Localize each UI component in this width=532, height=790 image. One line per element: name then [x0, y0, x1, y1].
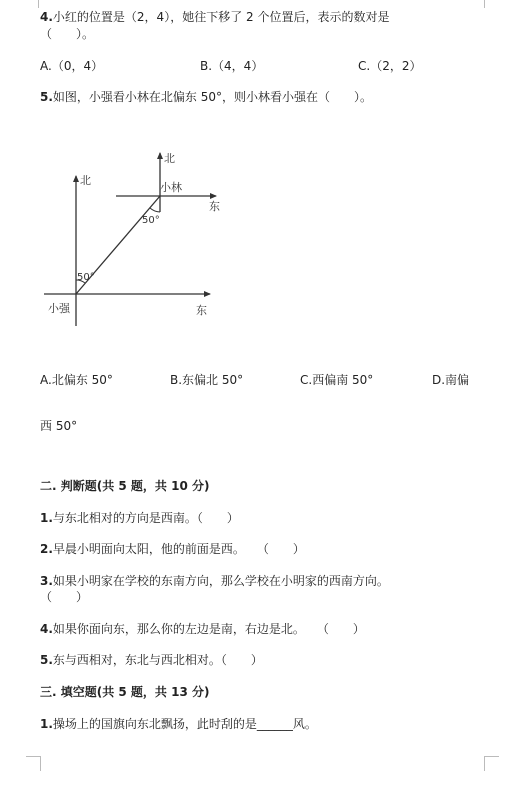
question-number: 5. [40, 90, 53, 104]
answer-blank: （ ）。 [40, 27, 95, 41]
east-label-1: 东 [196, 304, 207, 317]
item-text: 与东北相对的方向是西南。（ ） [52, 511, 239, 525]
item-text: 如果你面向东，那么你的左边是南，右边是北。 （ ） [52, 622, 365, 636]
item-text: 早晨小明面向太阳，他的前面是西。 （ ） [52, 542, 305, 556]
section-title: 二. 判断题(共 5 题，共 10 分) [40, 479, 210, 493]
judgement-item-3-blank: （ ） [40, 590, 89, 604]
item-number: 4. [40, 622, 53, 636]
fill-item-1 [40, 716, 317, 732]
question-text: 小红的位置是（2，4），她往下移了 2 个位置后，表示的数对是 [52, 10, 390, 24]
angle-arc-xiaolin [150, 208, 160, 212]
section-title: 三. 填空题(共 5 题，共 13 分) [40, 685, 210, 699]
judgement-item-4 [40, 621, 365, 637]
xiaolin-label: 小林 [160, 181, 182, 194]
question-number: 4. [40, 10, 53, 24]
north-label-2: 北 [164, 152, 175, 165]
judgement-item-1 [40, 510, 239, 526]
item-number: 1. [40, 717, 53, 731]
crop-mark-top-left [24, 0, 39, 8]
judgement-item-2 [40, 541, 305, 557]
crop-mark-top-right [484, 0, 499, 8]
option-b: B.（4，4） [200, 59, 264, 73]
option-d-continued: 西 50° [40, 419, 78, 433]
angle-label-xiaoqiang: 50° [77, 272, 95, 283]
option-c: C.西偏南 50° [300, 373, 374, 387]
item-number: 3. [40, 574, 53, 588]
question-5 [40, 89, 372, 105]
crop-mark-bottom-left [26, 756, 41, 771]
option-a: A.北偏东 50° [40, 373, 113, 387]
north-label-1: 北 [80, 174, 91, 187]
item-text: 如果小明家在学校的东南方向，那么学校在小明家的西南方向。 [52, 574, 389, 588]
east-label-2: 东 [209, 200, 220, 213]
question-text: 如图，小强看小林在北偏东 50°，则小林看小强在（ ）。 [52, 90, 373, 104]
option-b: B.东偏北 50° [170, 373, 244, 387]
direction-diagram [0, 140, 532, 360]
item-text: 操场上的国旗向东北飘扬，此时刮的是______风。 [52, 717, 317, 731]
xiaoqiang-label: 小强 [48, 302, 70, 315]
angle-label-xiaolin: 50° [142, 215, 160, 226]
option-a: A.（0，4） [40, 59, 104, 73]
option-c: C.（2，2） [358, 59, 422, 73]
item-number: 1. [40, 511, 53, 525]
judgement-item-5 [40, 652, 263, 668]
item-number: 2. [40, 542, 53, 556]
crop-mark-bottom-right [484, 756, 499, 771]
option-d: D.南偏 [432, 373, 470, 387]
question-4 [40, 9, 389, 25]
judgement-item-3 [40, 573, 389, 589]
item-number: 5. [40, 653, 53, 667]
item-text: 东与西相对，东北与西北相对。（ ） [52, 653, 263, 667]
